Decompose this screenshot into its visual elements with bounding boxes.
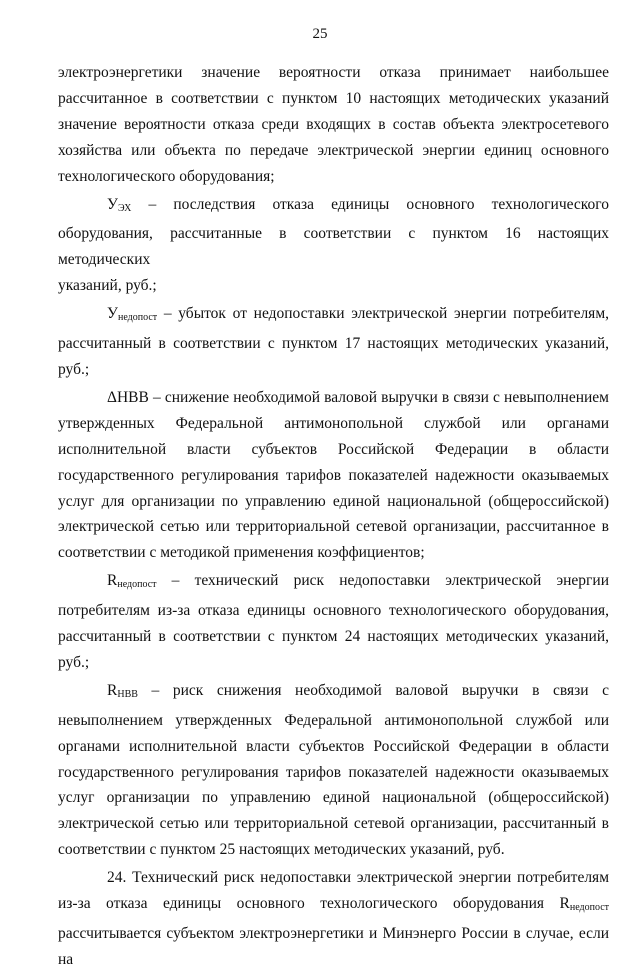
symbol-subscript: НВВ: [117, 688, 138, 700]
text-line: оборудования, рассчитанные в соответствии с пунктом 16 настоящих методических: [58, 225, 609, 269]
text-line: услуг для организации по управлению единой национальной (общероссийской): [58, 492, 609, 510]
text-line: указаний, руб.;: [58, 277, 157, 295]
text-line: [58, 891, 609, 921]
symbol: У: [107, 305, 118, 323]
definition-line: [58, 385, 609, 411]
text-line: технологического оборудования;: [58, 167, 275, 185]
text-line: соответствии с методикой применения коэффициентов;: [58, 544, 425, 562]
definition-line: [58, 192, 609, 222]
text-line: рассчитанное в соответствии с пунктом 10 настоящих методических указаний: [58, 89, 609, 107]
text-line: электрической сетью или территориальной сетевой организации, рассчитанный в: [58, 815, 609, 833]
text-line: электрической сетью или территориальной сетевой организации, рассчитанное в: [58, 518, 609, 536]
symbol-subscript: недопост: [117, 579, 157, 591]
definition-text: – снижение необходимой валовой выручки в связи с невыполнением: [148, 388, 609, 406]
section-24-heading-line: 24. Технический риск недопоставки электрической энергии потребителям: [107, 869, 609, 887]
page-number: 25: [312, 26, 328, 42]
text-line: исполнительной власти субъектов Российской Федерации в области: [58, 440, 609, 458]
symbol: ΔНВВ: [107, 388, 149, 406]
symbol: R: [107, 681, 118, 699]
text-line: органами исполнительной власти субъектов Российской Федерации в области: [58, 737, 609, 755]
text-line: потребителям из-за отказа единицы основного технологического оборудования,: [58, 602, 609, 620]
text-line: услуг организации по управлению единой национальной (общероссийской): [58, 789, 609, 807]
definition-line: [58, 678, 609, 708]
definition-line: [58, 301, 609, 331]
symbol-subscript: ЭХ: [117, 202, 132, 214]
text-line: утвержденных Федеральной антимонопольной службой или органами: [58, 414, 609, 432]
definition-line: [58, 568, 609, 598]
body-text: [58, 60, 609, 973]
definition-text: – риск снижения необходимой валовой выручки в связи с: [137, 681, 609, 699]
text-line: рассчитывается субъектом электроэнергетики и Минэнерго России в случае, если на: [58, 925, 609, 968]
definition-text: – технический риск недопоставки электрической энергии: [156, 572, 609, 590]
text-line: электроэнергетики значение вероятности отказа принимает наибольшее: [58, 64, 609, 81]
text-line: соответствии с пунктом 25 настоящих методических указаний, руб.: [58, 841, 505, 859]
text-line: значение вероятности отказа среди входящих в состав объекта электросетевого: [58, 115, 609, 133]
text-line: государственного регулирования тарифов показателей надежности оказываемых: [58, 466, 609, 484]
text-line: хозяйства или объекта по передаче электрической энергии единиц основного: [58, 141, 609, 159]
text-line: государственного регулирования тарифов показателей надежности оказываемых: [58, 763, 609, 781]
symbol-subscript: недопост: [569, 902, 609, 914]
symbol: R: [107, 572, 118, 590]
text-segment: из-за отказа единицы основного технологического оборудования R: [58, 895, 570, 913]
symbol-subscript: недопост: [117, 312, 158, 324]
symbol: У: [107, 195, 118, 213]
text-line: рассчитанный в соответствии с пунктом 24 настоящих методических указаний, руб.;: [58, 628, 609, 671]
text-line: рассчитанный в соответствии с пунктом 17 настоящих методических указаний, руб.;: [58, 335, 609, 378]
definition-text: – убыток от недопоставки электрической энергии потребителям,: [157, 305, 609, 323]
definition-text: – последствия отказа единицы основного технологического: [131, 195, 609, 213]
text-line: невыполнением утвержденных Федеральной антимонопольной службой или: [58, 711, 609, 729]
